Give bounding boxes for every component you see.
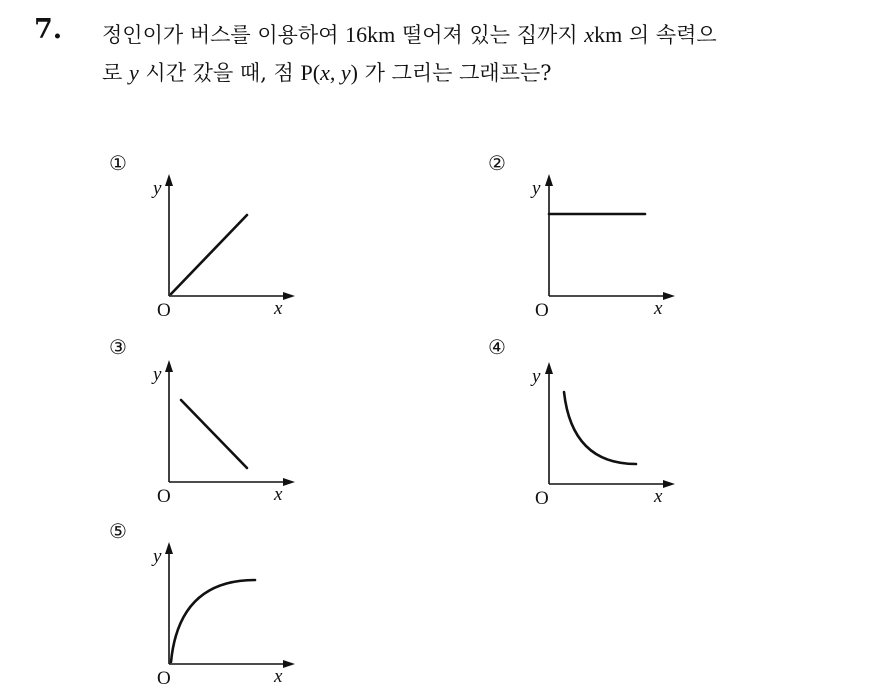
question-number: 7. — [34, 14, 63, 45]
option-5-graph — [141, 536, 283, 689]
option-number: ④ — [488, 335, 506, 359]
y-axis-arrow — [165, 174, 173, 186]
variable-x: x — [584, 22, 595, 47]
y-axis-arrow — [165, 542, 173, 554]
point-name: P( — [300, 60, 321, 85]
y-axis-arrow — [165, 360, 173, 372]
point-y: y — [340, 60, 351, 85]
question-line-2 — [102, 54, 872, 92]
graph-curve — [171, 580, 255, 662]
graph-line — [181, 400, 247, 468]
x-axis-arrow — [663, 292, 675, 300]
origin-label: O — [157, 668, 171, 689]
y-axis-label: y — [153, 546, 162, 567]
x-axis-arrow — [283, 478, 295, 486]
option-5[interactable] — [109, 520, 289, 690]
option-2-graph — [520, 168, 663, 321]
point-comma: , — [329, 60, 341, 85]
question-line-1 — [102, 16, 872, 54]
question-text — [102, 16, 872, 92]
x-axis-arrow — [283, 292, 295, 300]
option-4[interactable] — [488, 335, 668, 509]
y-axis-label: y — [153, 364, 162, 385]
origin-label: O — [157, 486, 171, 507]
question-text-segment: 로 — [102, 61, 129, 85]
variable-y: y — [128, 60, 139, 85]
point-close: ) — [350, 60, 358, 85]
x-axis-label: x — [654, 298, 663, 319]
option-3-graph — [141, 352, 283, 507]
y-axis-arrow — [545, 174, 553, 186]
question-text-segment: 가 그리는 그래프는? — [357, 61, 552, 85]
option-1-graph — [141, 168, 283, 321]
x-axis-arrow — [663, 480, 675, 488]
x-axis-label: x — [274, 666, 283, 687]
point-x: x — [320, 60, 330, 85]
question-text-segment: 정인이가 버스를 이용하여 — [102, 23, 346, 47]
x-axis-label: x — [654, 486, 663, 507]
y-axis-label: y — [532, 366, 541, 387]
x-axis-label: x — [274, 298, 283, 319]
y-axis-label: y — [532, 178, 541, 199]
speed-unit: km — [594, 22, 623, 47]
question-text-segment: 의 속력으 — [622, 23, 717, 47]
y-axis-label: y — [153, 178, 162, 199]
option-number: ② — [488, 151, 506, 175]
distance-value: 16km — [345, 22, 396, 47]
x-axis-arrow — [283, 660, 295, 668]
option-3[interactable] — [109, 336, 289, 506]
question-text-segment: 시간 갔을 때, 점 — [138, 61, 301, 85]
origin-label: O — [157, 300, 171, 321]
origin-label: O — [535, 488, 549, 509]
option-number: ⑤ — [109, 519, 127, 543]
option-number: ① — [109, 151, 127, 175]
graph-line — [171, 215, 247, 294]
option-4-graph — [520, 352, 663, 509]
option-1[interactable] — [109, 152, 289, 322]
option-number: ③ — [109, 335, 127, 359]
option-2[interactable] — [488, 152, 668, 322]
x-axis-label: x — [274, 484, 283, 505]
graph-curve — [564, 392, 636, 464]
origin-label: O — [535, 300, 549, 321]
y-axis-arrow — [545, 362, 553, 374]
question-text-segment: 떨어져 있는 집까지 — [395, 23, 585, 47]
